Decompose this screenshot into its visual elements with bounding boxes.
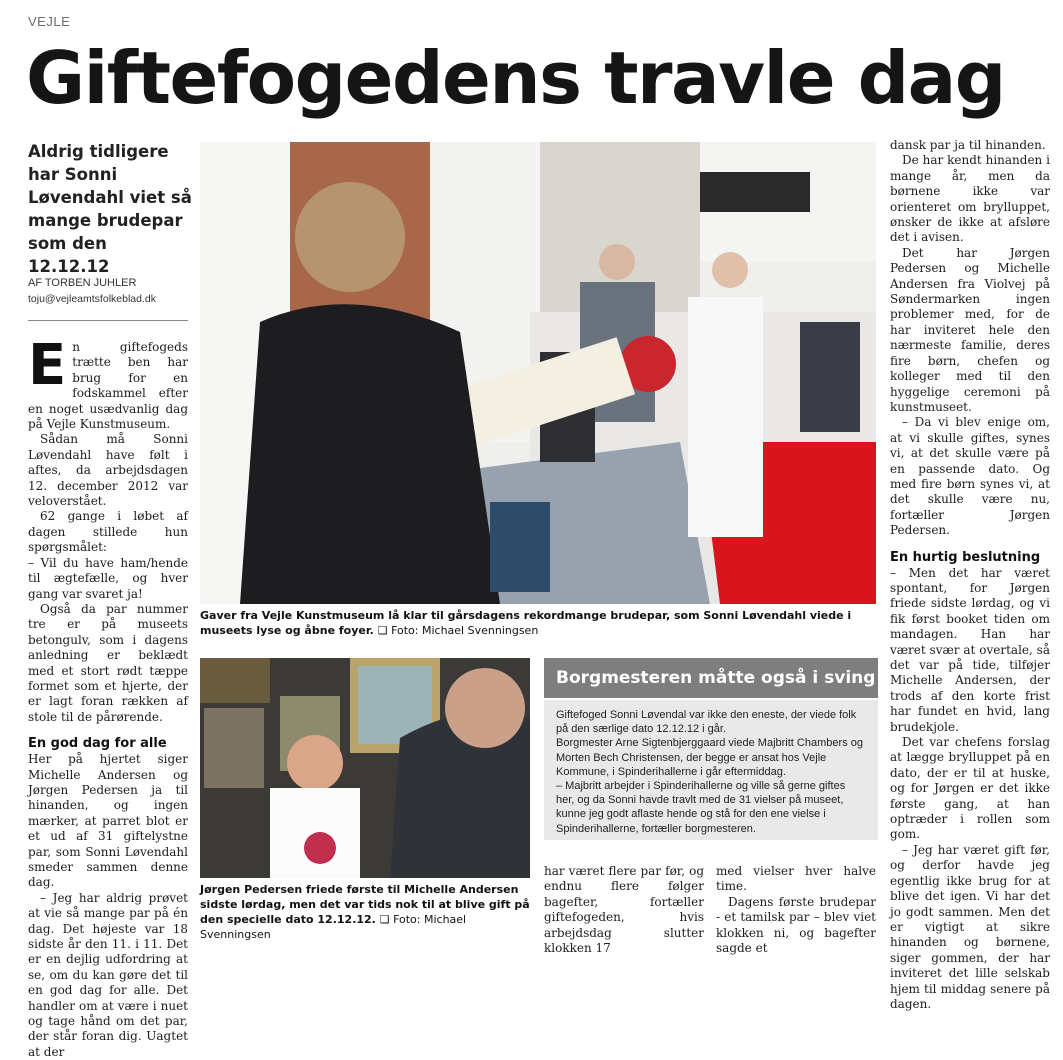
paragraph: med vielser hver halve time. — [716, 864, 876, 894]
couple-illustration — [200, 658, 530, 878]
subheading: En god dag for alle — [28, 736, 167, 752]
couple-photo — [200, 658, 530, 878]
drop-cap: E — [28, 333, 67, 398]
article-column-5 — [890, 138, 1050, 1012]
paragraph: Giftefoged Sonni Løvendal var ikke den eneste, der viede folk på den særlige dato 12.12.12 i går. — [556, 709, 857, 736]
paragraph: 62 gange i løbet af dagen stillede hun spørgsmålet: — [28, 509, 188, 555]
paragraph: Sådan må Sonni Løvendahl have følt i aftes, da arbejdsdagen 12. december 2012 var veloverstået. — [28, 432, 188, 509]
paragraph: Her på hjertet siger Michelle Andersen og Jørgen Pedersen ja til hinanden, og ingen mærker, at parret blot er et ud af 31 giftelystne par, som Sonni Løvendahl smeder sammen denne dag. — [28, 752, 188, 890]
paragraph: Dagens første brudepar - et tamilsk par – blev viet klokken ni, og bagefter sagde et — [716, 894, 876, 956]
main-photo-caption: Gaver fra Vejle Kunstmuseum lå klar til gårsdagens rekordmange brudepar, som Sonni Løvendahl viede i museets lyse og åbne foyer. ❏ Foto: Michael Svenningsen — [200, 609, 852, 637]
paragraph: Også da par nummer tre er på museets betongulv, som i dagens anledning er beklædt med et stort rødt tæppe formet som et hjerte, der er lagt foran rækken af stole til de pårørende. — [28, 601, 188, 724]
paragraph: Borgmester Arne Sigtenbjerggaard viede Majbritt Chambers og Morten Bech Christensen, der begge er ansat hos Vejle Kommune, i Spinderihallerne i går eftermiddag. — [556, 737, 863, 778]
paragraph: En giftefogeds trætte ben har brug for en fodskammel efter en noget usædvanlig dag på Vejle Kunstmuseum. — [28, 333, 188, 432]
factbox-body — [544, 700, 878, 840]
paragraph: – Majbritt arbejder i Spinderihallerne og ville så gerne giftes her, og da Sonni havde travlt med de 31 vielser på museet, kunne jeg godt aflaste hende og stå for den ene vielse i Spinderihallerne, fortæller borgmesteren. — [556, 780, 846, 835]
author-email[interactable]: toju@vejleamtsfolkeblad.dk — [28, 293, 156, 305]
photo-credit: ❏ Foto: Michael Svenningsen — [200, 913, 467, 941]
article-column-1 — [28, 333, 188, 1060]
byline: AF TORBEN JUHLER — [28, 277, 137, 289]
paragraph: – Vil du have ham/hende til ægtefælle, og hver gang var svaret ja! — [28, 555, 188, 601]
paragraph: – Jeg har aldrig prøvet at vie så mange par på én dag. Det højeste var 18 sidste år den 11. i 11. Det er en dejlig udfordring at se, om du kan gøre det til en god dag for alle. Det handler om at være i nuet og tage hånd om det par, der står foran dig. Uagtet at der — [28, 890, 188, 1059]
paragraph: dansk par ja til hinanden. — [890, 138, 1046, 152]
paragraph: Det var chefens forslag at lægge brylluppet på en dato, der er til at huske, og for Jørgen er det ikke første gang, at han optræder i rollen som gom. — [890, 735, 1050, 842]
factbox-title: Borgmesteren måtte også i sving — [544, 658, 878, 698]
paragraph: har været flere par før, og endnu flere følger bagefter, fortæller giftefogeden, hvis arbejdsdag slutter klokken 17 — [544, 864, 704, 956]
paragraph: De har kendt hinanden i mange år, men da børnene ikke var orienteret om brylluppet, ønsker de ikke at afsløre det i avisen. — [890, 153, 1050, 245]
article-column-4 — [716, 864, 876, 956]
article-column-3 — [544, 864, 704, 956]
main-photo — [200, 142, 876, 604]
deck: Aldrig tidligere har Sonni Løvendahl viet så mange brudepar som den 12.12.12 — [28, 142, 192, 276]
paragraph: – Jeg har været gift før, og derfor havde jeg egentlig ikke brug for at blive det igen. Vi har det jo godt sammen. Men det er vigtigt at sikre hinanden og børnene, siger gommen, der har inviteret det lille selskab hjem til middag senere på dagen. — [890, 842, 1050, 1011]
section-label: VEJLE — [28, 14, 71, 29]
paragraph: Det har Jørgen Pedersen og Michelle Andersen fra Violvej på Søndermarken ingen problemer med, for de har inviteret hele den nærmeste familie, deres fire børn, chefen og kolleger med til den hyggelige ceremoni på kunstmuseet. — [890, 245, 1050, 414]
paragraph: – Da vi blev enige om, at vi skulle giftes, synes vi, at det skulle være på en passende dato. Og med fire børn synes vi, at det skulle være nu, fortæller Jørgen Pedersen. — [890, 415, 1050, 538]
wedding-ceremony-illustration — [200, 142, 876, 604]
photo-credit: ❏ Foto: Michael Svenningsen — [377, 624, 539, 637]
subheading: En hurtig beslutning — [890, 549, 1041, 565]
divider — [28, 320, 188, 321]
paragraph: – Men det har været spontant, for Jørgen friede sidste lørdag, og vi fik først booket tiden om mandagen. Han har været svær at overtale, så det var på tide, tilføjer Michelle Andersen, der trods af den korte frist har fundet en hvid, lang brudekjole. — [890, 565, 1050, 734]
headline: Giftefogedens travle dag — [26, 36, 1005, 120]
couple-photo-caption: Jørgen Pedersen friede første til Michelle Andersen sidste lørdag, men det var tids nok til at blive gift på den specielle dato 12.12.12. ❏ Foto: Michael Svenningsen — [200, 883, 530, 941]
